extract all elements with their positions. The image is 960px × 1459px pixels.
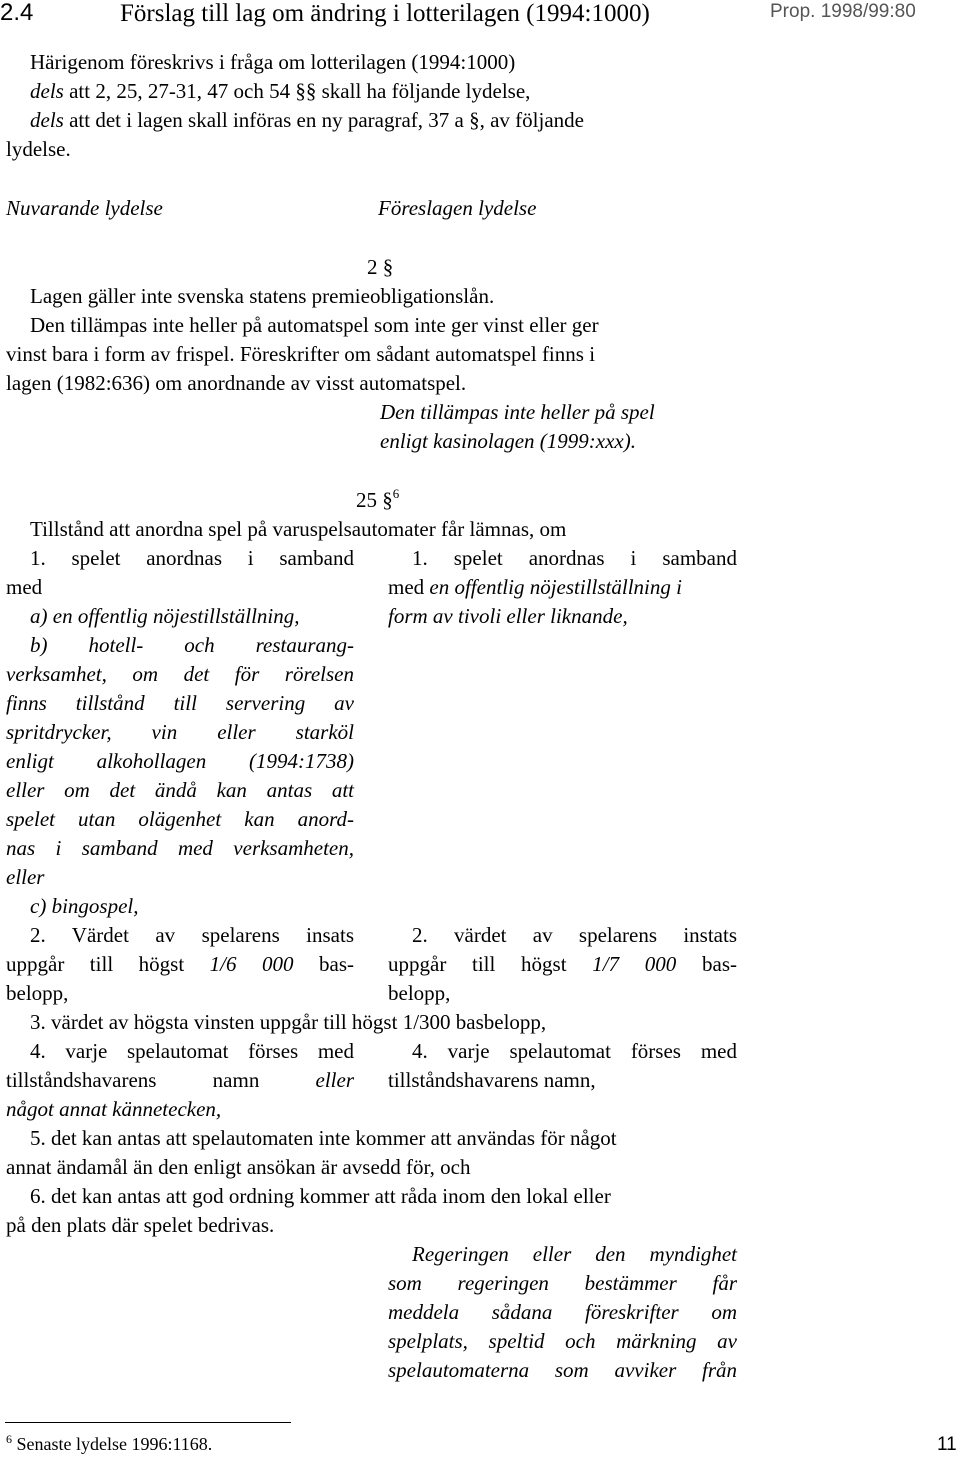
prop-reference: Prop. 1998/99:80 (770, 1, 916, 22)
current-item-4-line-3: något annat kännetecken, (6, 1097, 222, 1121)
item-5-line-2: annat ändamål än den enligt ansökan är avsedd för, och (6, 1155, 471, 1179)
proposed-item-1-line-1: 1. spelet anordnas i samband (412, 546, 737, 570)
current-item-1b-line-8: nas i samband med verksamheten, (6, 836, 354, 860)
current-item-2-line-1: 2. Värdet av spelarens insats (30, 923, 354, 947)
column-header-proposed: Föreslagen lydelse (378, 196, 537, 220)
section-title: Förslag till lag om ändring i lotterilagen (1994:1000) (120, 0, 650, 27)
current-item-1b-line-4: spritdrycker, vin eller starköl (6, 720, 354, 744)
current-item-1-line-2: med (6, 575, 43, 599)
section-25-intro: Tillstånd att anordna spel på varuspelsautomater får lämnas, om (30, 517, 567, 541)
proposed-item-4-line-1: 4. varje spelautomat förses med (412, 1039, 737, 1063)
new-paragraph-line-4: spelplats, speltid och märkning av (388, 1329, 737, 1353)
section-2-line-2: Den tillämpas inte heller på automatspel som inte ger vinst eller ger (30, 313, 599, 337)
footnote: $^6$ Senaste lydelse 1996:1168. (6, 1432, 213, 1454)
current-item-1b-line-1: b) hotell- och restaurang- (30, 633, 354, 657)
section-2-new-line-2: enligt kasinolagen (1999:xxx). (380, 429, 636, 453)
new-paragraph-line-3: meddela sådana föreskrifter om (388, 1300, 737, 1324)
section-2-line-1: Lagen gäller inte svenska statens premieobligationslån. (30, 284, 495, 308)
section-2-line-3: vinst bara i form av frispel. Föreskrifter om sådant automatspel finns i (6, 342, 596, 366)
current-item-1b-line-9: eller (6, 865, 45, 889)
current-item-2-line-3: belopp, (6, 981, 69, 1005)
proposed-item-1-line-2: med en offentlig nöjestillställning i (388, 575, 682, 599)
section-number: 2.4 (0, 0, 34, 26)
current-item-4-line-2: tillståndshavarens namn eller (6, 1068, 354, 1092)
current-item-1a: a) en offentlig nöjestillställning, (30, 604, 300, 628)
proposed-item-4-line-2: tillståndshavarens namn, (388, 1068, 596, 1092)
current-item-2-line-2: uppgår till högst 1/6 000 bas- (6, 952, 354, 976)
proposed-item-2-line-2: uppgår till högst 1/7 000 bas- (388, 952, 737, 976)
item-6-line-2: på den plats där spelet bedrivas. (6, 1213, 275, 1237)
intro-line-4: lydelse. (6, 137, 71, 161)
column-header-current: Nuvarande lydelse (6, 196, 163, 220)
proposed-item-1-line-3: form av tivoli eller liknande, (388, 604, 628, 628)
current-item-1b-line-6: eller om det ändå kan antas att (6, 778, 354, 802)
footnote-divider (5, 1422, 291, 1423)
page-number: 11 (937, 1434, 957, 1455)
item-3: 3. värdet av högsta vinsten uppgår till högst 1/300 basbelopp, (30, 1010, 547, 1034)
intro-line-3: dels att det i lagen skall införas en ny paragraf, 37 a §, av följande (30, 108, 584, 132)
section-2-heading: 2 § (367, 255, 394, 279)
current-item-1c: c) bingospel, (30, 894, 139, 918)
section-25-heading: 25 §$^6$ (356, 486, 400, 512)
current-item-4-line-1: 4. varje spelautomat förses med (30, 1039, 354, 1063)
current-item-1-line-1: 1. spelet anordnas i samband (30, 546, 354, 570)
section-2-line-4: lagen (1982:636) om anordnande av visst automatspel. (6, 371, 467, 395)
proposed-item-2-line-1: 2. värdet av spelarens instats (412, 923, 737, 947)
current-item-1b-line-5: enligt alkohollagen (1994:1738) (6, 749, 354, 773)
footnote-reference: 6 (392, 486, 400, 501)
current-item-1b-line-3: finns tillstånd till servering av (6, 691, 354, 715)
section-2-new-line-1: Den tillämpas inte heller på spel (380, 400, 655, 424)
intro-line-1: Härigenom föreskrivs i fråga om lotterilagen (1994:1000) (30, 50, 516, 74)
item-6-line-1: 6. det kan antas att god ordning kommer att råda inom den lokal eller (30, 1184, 611, 1208)
current-item-1b-line-2: verksamhet, om det för rörelsen (6, 662, 354, 686)
footnote-number: 6 (6, 1432, 12, 1446)
new-paragraph-line-2: som regeringen bestämmer får (388, 1271, 737, 1295)
proposed-item-2-line-3: belopp, (388, 981, 451, 1005)
new-paragraph-line-5: spelautomaterna som avviker från (388, 1358, 737, 1382)
item-5-line-1: 5. det kan antas att spelautomaten inte kommer att användas för något (30, 1126, 617, 1150)
new-paragraph-line-1: Regeringen eller den myndighet (412, 1242, 737, 1266)
intro-line-2: dels att 2, 25, 27-31, 47 och 54 §§ skall ha följande lydelse, (30, 79, 531, 103)
current-item-1b-line-7: spelet utan olägenhet kan anord- (6, 807, 354, 831)
